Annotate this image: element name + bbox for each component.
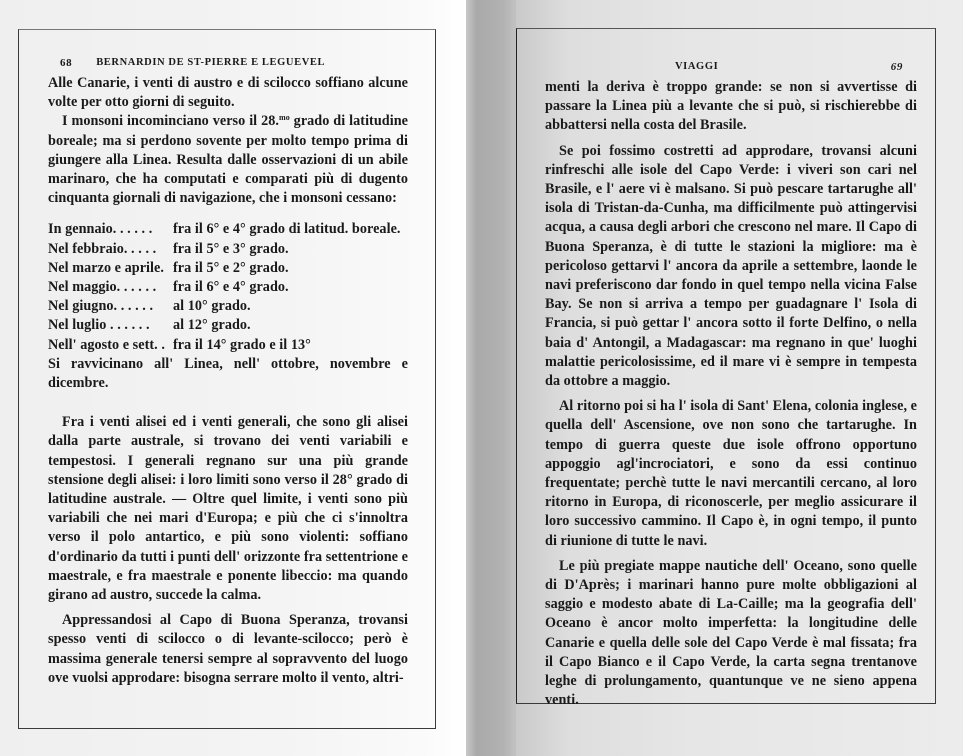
paragraph: Al ritorno poi si ha l' isola di Sant' Elena, colonia inglese, e quella dell' Ascensione, ove non sono che tartarughe. In tempo di guerra queste due isole offrono opportuno appoggio agl'incrociatori, e sono da essi continuo frequentate; perchè tutte le navi mercantili cercano, al loro ritorno in Europa, di riconoscerle, per meglio assicurare il loro successivo cammino. Il Capo è, in ogni tempo, il punto di riunione di tutte le navi. xyxy=(545,398,917,549)
table-row xyxy=(48,278,408,297)
month-cell: Nel giugno. . . . . . xyxy=(48,298,154,315)
paragraph: menti la deriva è troppo grande: se non si avvertisse di passare la Linea più a levante che si può, si rischierebbe di abbattersi nella costa del Brasile. xyxy=(545,79,917,134)
month-cell: In gennaio. . . . . . xyxy=(48,221,153,238)
paragraph: Appressandosi al Capo di Buona Speranza, trovansi spesso venti di scilocco o di levante-scilocco; però è massima generale tenersi sempre al sopravvento del luogo ove vuolsi approdare: bisogna serrare molto il vento, altri- xyxy=(48,612,408,686)
paragraph xyxy=(48,112,408,208)
paragraph: Le più pregiate mappe nautiche dell' Oceano, sono quelle di D'Après; i marinari hanno pure molte obbligazioni al saggio e modesto abate di La-Caille; ma la geografia dell' Oceano è ancor molto imperfetta: la longitudine delle Canarie e quella delle sole del Capo Verde è mal fissata; fra il Capo Bianco e il Capo Verde, la carta segna trentanove leghe di prolungamento, quantunque ve ne sieno appena venti. xyxy=(545,557,917,709)
page-number: 69 xyxy=(890,61,903,73)
paragraph-text: grado di latitudine boreale; ma si perdono sovente per molto tempo prima di giungere alla Linea. Resulta dalle osservazioni di un abile marinaro, che ha computati e comparati più di dugento cinquanta giornali di navigazione, che i monsoni cessano: xyxy=(48,113,408,207)
table-row xyxy=(48,259,408,278)
month-cell: Nel marzo e aprile. xyxy=(48,259,164,276)
range-cell: al 10° grado. xyxy=(173,298,251,315)
left-running-head xyxy=(48,52,408,74)
table-row xyxy=(48,336,408,355)
range-cell: fra il 6° e 4° grado di latitud. boreale. xyxy=(173,221,401,238)
paragraph: Se poi fossimo costretti ad approdare, trovansi alcuni rinfreschi alle isole del Capo Verde: i viveri son cari nel Brasile, e l' aere vi è malsano. Si può pescare tartarughe all' isola di Tristan-da-Cunha, ma difficilmente può attingervisi acqua, a causa degli arbori che crescono nel mare. Il Capo di Buona Speranza, è di tutte le stazioni la migliore: ma è pericoloso gettarvi l' ancora da aprile a settembre, laonde le navi preferiscono dar fondo in quel tempo nella vicina False Bay. Se non si arriva a tempo per guadagnare l' Isola di Francia, si può gettar l' ancora sotto il forte Delfino, o nella baia d' Antongil, a Madagascar: ma regnano in que' luoghi malattie pericolosissime, ed il mare vi è sempre in tempesta da ottobre a maggio. xyxy=(545,142,917,390)
table-row xyxy=(48,316,408,335)
paragraph: Fra i venti alisei ed i venti generali, che sono gli alisei dalla parte australe, si trovano dei venti variabili e tempestosi. I generali regnano sur una più grande stensione degli alisei: i loro limiti sono verso il 28° grado di latitudine australe. — Oltre quel limite, i venti sono più variabili che nei mari d'Europa; e più che ci s'innoltra verso il polo antartico, e più sono violenti: soffiano d'ordinario da tutti i punti dell' orizzonte fra settentrione e maestrale, e fra maestrale e ponente libeccio: ma quando girano ad austro, succede la calma. xyxy=(48,414,408,603)
range-cell: fra il 14° grado e il 13° xyxy=(173,336,311,353)
running-title: BERNARDIN DE ST-PIERRE E LEGUEVEL xyxy=(96,57,326,68)
table-row xyxy=(48,297,408,316)
paragraph: Alle Canarie, i venti di austro e di scilocco soffiano alcune volte per otto giorni di seguito. xyxy=(48,75,408,111)
table-note: Si ravvicinano all' Linea, nell' ottobre, novembre e dicembre. xyxy=(48,355,408,391)
paragraph-text: I monsoni incominciano verso il 28. xyxy=(62,113,279,130)
monsoon-table xyxy=(48,220,408,393)
running-title: VIAGGI xyxy=(675,61,719,72)
range-cell: al 12° grado. xyxy=(173,317,251,334)
range-cell: fra il 5° e 2° grado. xyxy=(173,259,289,276)
month-cell: Nell' agosto e sett. . xyxy=(48,336,165,353)
right-page xyxy=(545,56,917,711)
book-gutter xyxy=(466,0,518,756)
table-row xyxy=(48,220,408,239)
month-cell: Nel luglio . . . . . . xyxy=(48,317,150,334)
range-cell: fra il 5° e 3° grado. xyxy=(173,240,289,257)
page-number: 68 xyxy=(60,57,73,69)
table-row xyxy=(48,240,408,259)
ordinal-superscript: mo xyxy=(278,113,290,123)
range-cell: fra il 6° e 4° grado. xyxy=(173,278,289,295)
right-running-head xyxy=(545,56,917,78)
month-cell: Nel maggio. . . . . . xyxy=(48,278,157,295)
left-page xyxy=(48,52,408,688)
month-cell: Nel febbraio. . . . . xyxy=(48,240,157,257)
